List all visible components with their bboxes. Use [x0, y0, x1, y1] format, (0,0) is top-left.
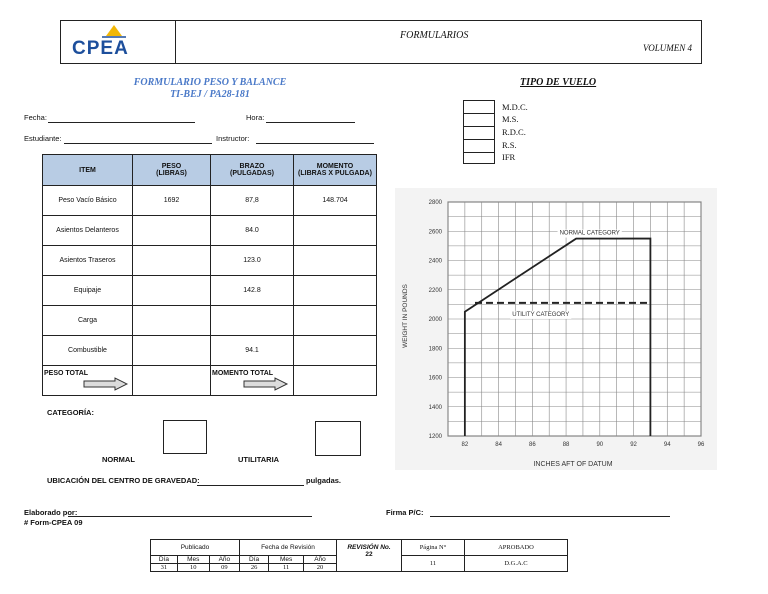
- x-tick-label: 86: [528, 442, 536, 448]
- cell-momento[interactable]: [294, 306, 377, 336]
- utility-category-label: UTILITY CATEGORY: [512, 311, 570, 318]
- cg-unit: pulgadas.: [306, 476, 342, 485]
- form-id: # Form-CPEA 09: [24, 518, 83, 527]
- flight-type-option: R.S.: [502, 140, 517, 150]
- cg-field[interactable]: [197, 485, 304, 486]
- revision-cell: [337, 540, 402, 572]
- utility-checkbox[interactable]: [315, 421, 361, 456]
- x-tick-label: 88: [562, 442, 570, 448]
- date-header: Año: [304, 556, 337, 564]
- y-tick-label: 2200: [428, 287, 442, 294]
- date-header: Día: [240, 556, 269, 564]
- table-row: [43, 216, 377, 246]
- table-row: [43, 336, 377, 366]
- cell-momento[interactable]: [294, 276, 377, 306]
- cell-momento[interactable]: [294, 216, 377, 246]
- cell-item: Carga: [43, 306, 133, 336]
- table-row: [43, 186, 377, 216]
- normal-checkbox[interactable]: [163, 420, 207, 454]
- weight-balance-table: [42, 154, 377, 396]
- y-tick-label: 2400: [428, 258, 442, 265]
- elaborado-label: Elaborado por:: [24, 508, 78, 517]
- revision-footer-table: [150, 539, 568, 572]
- normal-category-label: NORMAL CATEGORY: [559, 230, 620, 237]
- date-header: Mes: [177, 556, 209, 564]
- rev-year: 20: [304, 564, 337, 572]
- table-row: [43, 306, 377, 336]
- flight-type-option: IFR: [502, 152, 516, 162]
- pub-day: 31: [151, 564, 178, 572]
- aprobado-value: D.G.A.C: [465, 556, 568, 572]
- col-header-item: ITEM: [43, 155, 133, 186]
- cell-item: Equipaje: [43, 276, 133, 306]
- date-header: Día: [151, 556, 178, 564]
- total-moment-value[interactable]: [294, 366, 377, 396]
- cell-item: Asientos Traseros: [43, 246, 133, 276]
- normal-label: NORMAL: [102, 455, 135, 464]
- cell-peso[interactable]: [133, 336, 211, 366]
- table-total-row: [43, 366, 377, 396]
- form-subtitle: TI-BEJ / PA28-181: [170, 89, 250, 100]
- rev-day: 26: [240, 564, 269, 572]
- total-weight-label: PESO TOTAL: [44, 370, 89, 377]
- x-axis-label: INCHES AFT OF DATUM: [533, 461, 613, 468]
- pub-year: 09: [209, 564, 239, 572]
- y-tick-label: 1400: [428, 404, 442, 411]
- date-header: Año: [209, 556, 239, 564]
- utility-label: UTILITARIA: [238, 455, 280, 464]
- cell-brazo: 84.0: [211, 216, 294, 246]
- pagina-label: Página N°: [402, 540, 465, 556]
- col-header-momento: MOMENTO (LIBRAS X PULGADA): [294, 155, 377, 186]
- total-weight-label-cell: [43, 366, 133, 396]
- pub-month: 10: [177, 564, 209, 572]
- fecha-field[interactable]: [48, 122, 195, 123]
- fecha-label: Fecha:: [24, 113, 47, 122]
- instructor-field[interactable]: [256, 143, 374, 144]
- cg-envelope-chart: [395, 188, 717, 470]
- header-volume: VOLUMEN 4: [643, 43, 692, 53]
- flight-type-option: M.D.C.: [502, 102, 528, 112]
- cell-momento[interactable]: [294, 246, 377, 276]
- y-tick-label: 1200: [428, 434, 442, 440]
- elaborado-field[interactable]: [68, 516, 312, 517]
- col-header-brazo: BRAZO (PULGADAS): [211, 155, 294, 186]
- cell-brazo[interactable]: [211, 306, 294, 336]
- cell-item: Asientos Delanteros: [43, 216, 133, 246]
- header-frame: [60, 20, 702, 64]
- total-moment-label-cell: [211, 366, 294, 396]
- firma-label: Firma P/C:: [386, 508, 424, 517]
- fecha-revision-header: Fecha de Revisión: [240, 540, 337, 556]
- flight-type-title: TIPO DE VUELO: [520, 77, 597, 88]
- estudiante-field[interactable]: [64, 143, 212, 144]
- cell-momento[interactable]: [294, 336, 377, 366]
- estudiante-label: Estudiante:: [24, 134, 62, 143]
- y-tick-label: 2000: [428, 317, 442, 323]
- hora-label: Hora:: [246, 113, 265, 122]
- pagina-value: 11: [402, 556, 465, 572]
- header-title: FORMULARIOS: [400, 30, 469, 41]
- form-title: FORMULARIO PESO Y BALANCE: [133, 77, 287, 88]
- revision-value: 22: [365, 551, 373, 558]
- y-axis-label: WEIGHT IN POUNDS: [402, 284, 409, 348]
- cell-brazo: 123.0: [211, 246, 294, 276]
- logo: CPEA: [72, 38, 129, 59]
- revision-label: REVISIÓN No.: [347, 544, 391, 551]
- y-tick-label: 1800: [428, 346, 442, 353]
- arrow-right-icon: [243, 377, 289, 391]
- cg-label: UBICACIÓN DEL CENTRO DE GRAVEDAD:: [47, 476, 200, 485]
- cell-peso[interactable]: [133, 276, 211, 306]
- x-tick-label: 90: [596, 442, 604, 448]
- y-tick-label: 2600: [428, 229, 442, 236]
- cell-item: Combustible: [43, 336, 133, 366]
- x-tick-label: 84: [495, 442, 502, 448]
- aprobado-label: APROBADO: [465, 540, 568, 556]
- x-tick-label: 94: [663, 442, 671, 448]
- instructor-label: Instructor:: [216, 134, 250, 143]
- cell-momento[interactable]: 148.704: [294, 186, 377, 216]
- publicado-header: Publicado: [151, 540, 240, 556]
- logo-emblem-icon: [102, 24, 126, 38]
- hora-field[interactable]: [266, 122, 355, 123]
- arrow-right-icon: [83, 377, 129, 391]
- table-row: [43, 246, 377, 276]
- cell-brazo: 87,8: [211, 186, 294, 216]
- flight-type-option: R.D.C.: [502, 127, 526, 137]
- x-tick-label: 96: [697, 442, 705, 448]
- col-header-peso: PESO (LIBRAS): [133, 155, 211, 186]
- flight-type-option: M.S.: [502, 114, 519, 124]
- cell-peso[interactable]: [133, 246, 211, 276]
- table-row: [43, 276, 377, 306]
- x-tick-label: 82: [461, 442, 469, 448]
- category-label: CATEGORÍA:: [47, 408, 94, 417]
- cell-brazo: 94.1: [211, 336, 294, 366]
- date-header: Mes: [269, 556, 304, 564]
- cell-peso[interactable]: 1692: [133, 186, 211, 216]
- firma-field[interactable]: [430, 516, 670, 517]
- table-header-row: [43, 155, 377, 186]
- x-tick-label: 92: [630, 442, 637, 448]
- rev-month: 11: [269, 564, 304, 572]
- cell-brazo: 142.8: [211, 276, 294, 306]
- y-tick-label: 1600: [428, 375, 442, 382]
- y-tick-label: 2800: [428, 200, 442, 206]
- flight-type-checkboxes[interactable]: [463, 100, 495, 164]
- total-weight-value[interactable]: [133, 366, 211, 396]
- cell-peso[interactable]: [133, 216, 211, 246]
- cell-item: Peso Vacío Básico: [43, 186, 133, 216]
- cell-peso[interactable]: [133, 306, 211, 336]
- total-moment-label: MOMENTO TOTAL: [212, 370, 274, 377]
- header-divider: [175, 20, 176, 64]
